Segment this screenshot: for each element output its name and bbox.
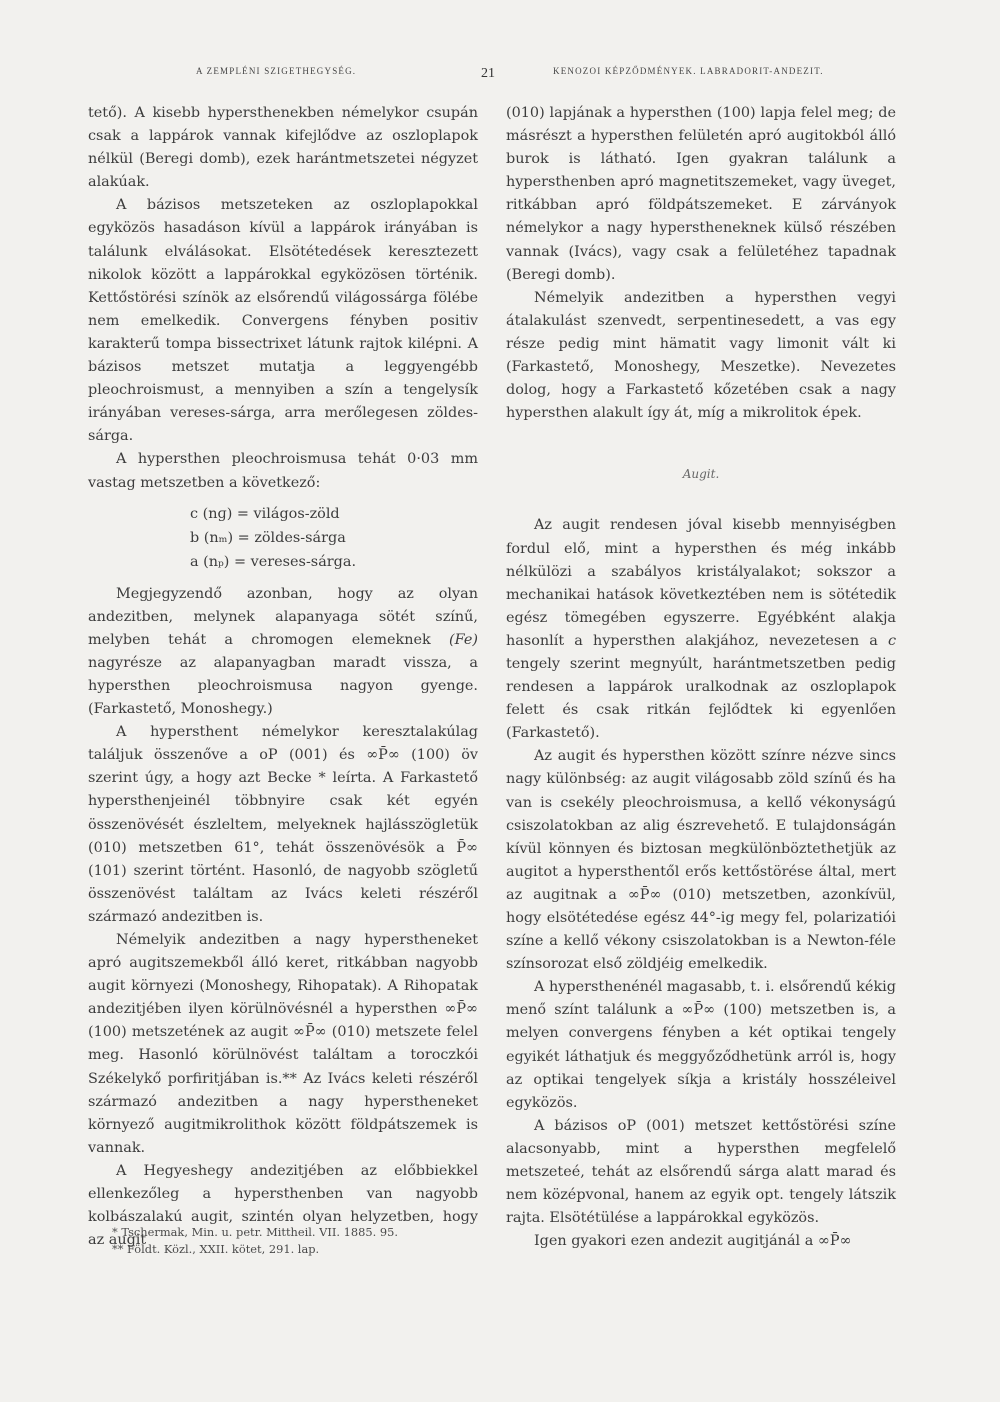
paragraph: Némelyik andezitben a nagy hyperstheneket apró augitszemekből álló keret, ritkábban nagyobb augit környezi (Monoshegy, Rihopatak). A Rihopatak andezitjében ilyen körülnövésnél a hypersthen ∞P̄∞ (100) metszetének az augit ∞P̄∞ (010) metszete felel meg. Hasonló körülnövést találtam a toroczkói Székelykő porfiritjában is.** Az Ivács keleti részéről származó andezitben a nagy hyperstheneket környező augitmikrolithok között földpátszemek is vannak. <box>88 932 478 1156</box>
formula-line: c (nɡ) = világos-zöld <box>190 505 340 522</box>
pleochroism-formula <box>190 502 478 574</box>
running-head-right: KENOZOI KÉPZŐDMÉNYEK. LABRADORIT-ANDEZIT. <box>553 66 824 76</box>
paragraph: A hypersthent némelykor keresztalakúlag találjuk összenőve a oP (001) és ∞P̄∞ (100) öv szerint úgy, a hogy azt Becke * leírta. A Farkastető hypersthenjeinél többnyire csak két egyén összenövését észleltem, melyeknek hajlásszögletük (010) metszetben 61°, tehát összenövésök a P̄∞ (101) szerint történt. Hasonló, de nagyobb szögletű összenövést találtam az Ivács keleti részéről származó andezitben is. <box>88 724 478 925</box>
page-number: 21 <box>481 66 495 81</box>
text-run: tengely szerint megnyúlt, harántmetszetben pedig rendesen a lappárok uralkodnak az oszloplapok felett és csak ritkán fejlődtek ki egyenlően (Farkastető). <box>506 655 896 742</box>
paragraph: tető). A kisebb hypersthenekben némelykor csupán csak a lappárok vannak kifejlődve az oszloplapok nélkül (Beregi domb), ezek harántmetszetei négyzet alakúak. <box>88 105 478 191</box>
right-column <box>506 102 896 1253</box>
italic-text: (Fe) <box>449 631 478 648</box>
paragraph: Igen gyakori ezen andezit augitjánál a ∞P̄∞ <box>534 1233 852 1250</box>
formula-line: a (nₚ) = vereses-sárga. <box>190 553 357 570</box>
section-title: Augit. <box>682 467 720 482</box>
left-column <box>88 102 478 1252</box>
paragraph: A bázisos oP (001) metszet kettőstörési színe alacsonyabb, mint a hypersthen megfelelő metszeteé, tehát az elsőrendű sárga alatt marad és nem középvonal, hanem az egyik opt. tengely látszik rajta. Elsötétülése a lappárokkal egyközös. <box>506 1117 896 1227</box>
paragraph: A bázisos metszeteken az oszloplapokkal egyközös hasadáson kívül a lappárok irányában is találunk elválásokat. Elsötétedések keresztezett nikolok között a lappárokkal egyközösen történik. Kettőstörési színök az elsőrendű világossárga fölébe nem emelkedik. Convergens fényben positiv karakterű tompa bissectrixet látunk rajtok kilépni. A bázisos metszet mutatja a leggyengébb pleochroismust, a mennyiben a szín a tengelysík irányában vereses-sárga, arra merőlegesen zöldes-sárga. <box>88 197 478 445</box>
paragraph <box>88 583 478 722</box>
paragraph <box>506 514 896 745</box>
footnote: ** Földt. Közl., XXII. kötet, 291. lap. <box>112 1242 320 1256</box>
text-run: nagyrésze az alapanyagban maradt vissza, a hypersthen pleochroismusa nagyon gyenge. (Farkastető, Monoshegy.) <box>88 654 478 718</box>
running-head-left: A ZEMPLÉNI SZIGETHEGYSÉG. <box>196 66 357 76</box>
paragraph: Némelyik andezitben a hypersthen vegyi átalakulást szenvedt, serpentinesedett, a vas egy része pedig mint hämatit vagy limonit vált ki (Farkastető, Monoshegy, Meszetke). Nevezetes dolog, hogy a Farkastető kőzetében csak a nagy hypersthen alakult így át, míg a mikrolitok épek. <box>506 289 896 422</box>
footnote: * Tschermak, Min. u. petr. Mittheil. VII. 1885. 95. <box>112 1225 398 1239</box>
italic-text: c <box>887 632 896 649</box>
footnotes <box>112 1224 502 1258</box>
paragraph: (010) lapjának a hypersthen (100) lapja felel meg; de másrészt a hypersthen felületén apró augitokból álló burok is látható. Igen gyakran találunk a hypersthenben apró magnetitszemeket, vagy üveget, ritkábban apró földpátszemeket. E zárványok némelykor a nagy hyperstheneknek külső részében vannak (Ivács), vagy csak a felületéhez tapadnak (Beregi domb). <box>506 105 896 283</box>
paragraph: A hypersthenénél magasabb, t. i. elsőrendű kékig menő színt találunk a ∞P̄∞ (100) metszetben is, a melyen convergens fényben a két optikai tengely egyikét láthatjuk és meggyőződhetünk arról is, hogy az optikai tengelyek síkja a kristály hosszéleivel egyközös. <box>506 979 896 1111</box>
text-run: Megjegyzendő azonban, hogy az olyan andezitben, melynek alapanyaga sötét színű, melyben tehát a chromogen elemeknek <box>88 585 478 648</box>
text-run: Az augit rendesen jóval kisebb mennyiségben fordul elő, mint a hypersthen és még inkább nélkülözi a szabályos kristályalakot; sokszor a mechanikai hatások következtében nem is sötétedik egész tömegében egyszerre. Egyébként alakja hasonlít a hypersthen alakjához, nevezetesen a <box>506 517 896 649</box>
paragraph: A Hegyeshegy andezitjében az előbbiekkel ellenkezőleg a hypersthenben van nagyobb kolbászalakú augit, szintén olyan helyzetben, hogy az augit <box>88 1162 478 1249</box>
paragraph: A hypersthen pleochroismusa tehát 0·03 mm vastag metszetben a következő: <box>88 451 478 491</box>
formula-line: b (nₘ) = zöldes-sárga <box>190 529 346 546</box>
paragraph: Az augit és hypersthen között színre nézve sincs nagy különbség: az augit világosabb zöld színű és ha van is csekély pleochroismusa, a kellő vékonyságú csiszolatokban az alig észrevehető. E tulajdonságán kívül könnyen és biztosan megkülönböztethetjük az augitot a hypersthentől erős kettőstörése által, mert az augitnak a ∞P̄∞ (010) metszetben, azonkívül, hogy elsötétedése egész 44°-ig megy fel, polarizatiói színe a kellő vékony csiszolatokban is a Newton-féle színsorozat első zöldjéig emelkedik. <box>506 748 896 973</box>
